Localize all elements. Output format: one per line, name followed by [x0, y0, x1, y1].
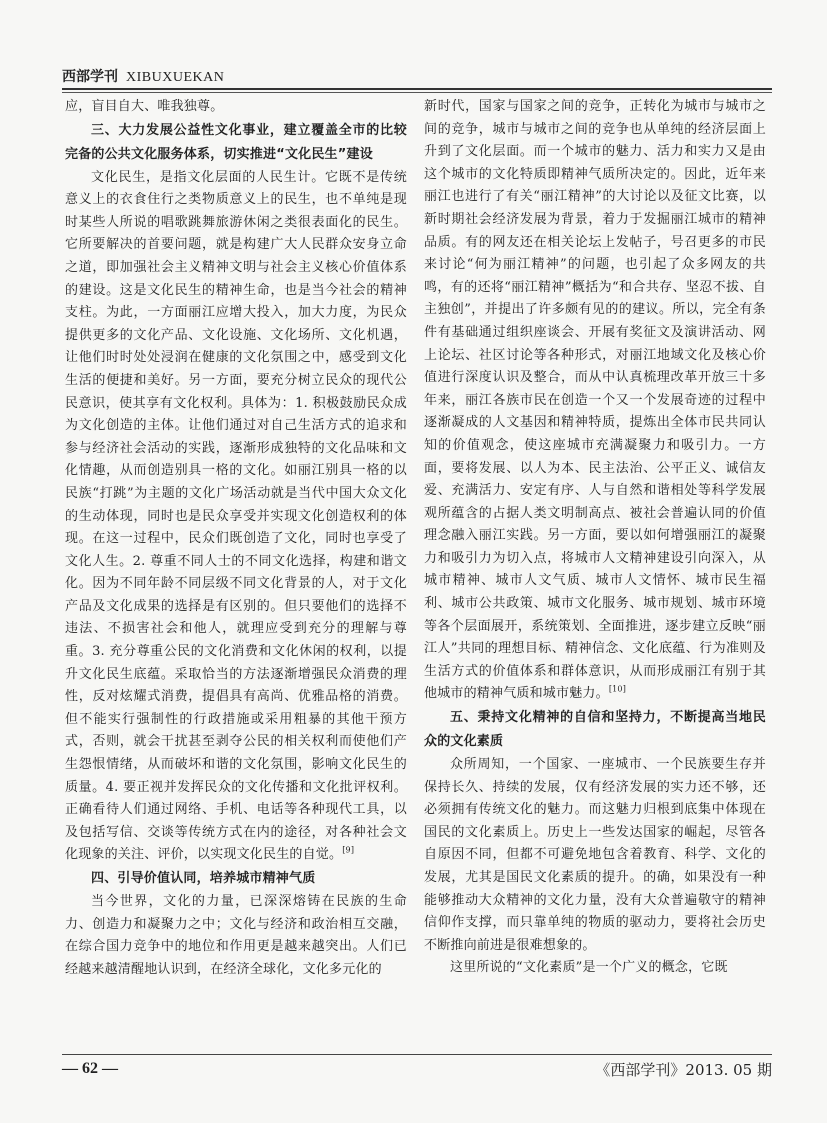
citation-ref: [9]	[342, 846, 355, 856]
paragraph-text: 新时代，国家与国家之间的竞争，正转化为城市与城市之间的竞争，城市与城市之间的竞争也从单纯的经济层面上升到了文化层面。而一个城市的魅力、活力和实力又是由这个城市的文化特质即精神气质所决定的。因此，近年来丽江也进行了有关“丽江精神”的大讨论以及征文比赛，以新时期社会经济发展为背景，着力于发掘丽江城市的精神品质。有的网友还在相关论坛上发帖子，号召更多的市民来讨论“何为丽江精神”的问题，也引起了众多网友的共鸣，有的还将“丽江精神”概括为“和合共存、坚忍不拔、自主独创”，并提出了许多颇有见的的建议。所以，完全有条件有基础通过组织座谈会、开展有奖征文及演讲活动、网上论坛、社区讨论等各种形式，对丽江地域文化及核心价值进行深度认识及整合，而从中认真梳理改革开放三十多年来，丽江各族市民在创造一个又一个发展奇迹的过程中逐渐凝成的人文基因和精神特质，提炼出全体市民共同认知的价值观念，使这座城市充满凝聚力和吸引力。一方面，要将发展、以人为本、民主法治、公平正义、诚信友爱、充满活力、安定有序、人与自然和谐相处等科学发展观所蕴含的占据人类文明制高点、被社会普遍认同的价值理念融入丽江实践。另一方面，要以如何增强丽江的凝聚力和吸引力为切入点，将城市人文精神建设引向深入，从城市精神、城市人文气质、城市人文情怀、城市民生福利、城市公共政策、城市文化服务、城市规划、城市环境等各个层面展开，系统策划、全面推进，逐步建立反映“丽江人”共同的理想目标、精神信念、文化底蕴、行为准则及生活方式的价值体系和群体意识，从而形成丽江有别于其他城市的精神气质和城市魅力。	[424, 99, 766, 702]
section-heading-3: 三、大力发展公益性文化事业，建立覆盖全市的比较完备的公共文化服务体系，切实推进“文化民生”建设	[65, 122, 407, 162]
paragraph: 当今世界，文化的力量，已深深熔铸在民族的生命力、创造力和凝聚力之中；文化与经济和政治相互交融，在综合国力竞争中的地位和作用更是越来越突出。人们已经越来越清醒地认识到，在经济全球化，文化多元化的	[65, 894, 407, 977]
footer-rule	[62, 1054, 772, 1055]
paragraph: 应，盲目自大、唯我独尊。	[65, 99, 224, 114]
header-rule-thin	[62, 92, 772, 93]
journal-pinyin: XIBUXUEKAN	[126, 70, 225, 85]
citation-ref: [10]	[608, 685, 627, 695]
paragraph: 众所周知，一个国家、一座城市、一个民族要生存并保持长久、持续的发展，仅有经济发展的实力还不够，还必须拥有传统文化的魅力。而这魅力归根到底集中体现在国民的文化素质上。历史上一些发达国家的崛起，尽管各自原因不同，但都不可避免地包含着教育、科学、文化的发展，尤其是国民文化素质的提升。的确，如果没有一种能够推动大众精神的文化力量，没有大众普遍敬守的精神信仰作支撑，而只靠单纯的物质的驱动力，要将社会历史不断推向前进是很难想象的。	[424, 757, 766, 953]
section-heading-5: 五、秉持文化精神的自信和坚持力，不断提高当地民众的文化素质	[424, 710, 766, 750]
right-column	[424, 96, 766, 980]
header-rule	[62, 88, 772, 90]
paragraph: 这里所说的“文化素质”是一个广义的概念，它既	[450, 960, 728, 976]
left-column	[65, 96, 407, 981]
running-header	[62, 62, 772, 86]
issue-label: 《西部学刊》2013. 05 期	[595, 1060, 772, 1079]
journal-title: 西部学刊	[62, 69, 118, 85]
section-heading-4: 四、引导价值认同，培养城市精神气质	[91, 871, 316, 886]
running-footer	[62, 1056, 772, 1082]
paragraph	[424, 96, 766, 706]
page-number: — 62 —	[62, 1060, 118, 1077]
paragraph-text: 文化民生，是指文化层面的人民生计。它既不是传统意义上的衣食住行之类物质意义上的民生，也不单纯是现时某些人所说的唱歌跳舞旅游休闲之类很表面化的民生。它所要解决的首要问题，就是构建广大人民群众安身立命之道，即加强社会主义精神文明与社会主义核心价值体系的建设。这是文化民生的精神生命，也是当今社会的精神支柱。为此，一方面丽江应增大投入，加大力度，为民众提供更多的文化产品、文化设施、文化场所、文化机遇，让他们时时处处浸润在健康的文化氛围之中，感受到文化生活的便捷和美好。另一方面，要充分树立民众的现代公民意识，使其享有文化权利。具体为：1. 积极鼓励民众成为文化创造的主体。让他们通过对自己生活方式的追求和参与经济社会活动的实践，逐渐形成独特的文化品味和文化情趣，从而创造别具一格的文化。如丽江别具一格的以民族“打跳”为主题的文化广场活动就是当代中国大众文化的生动体现，同时也是民众享受并实现文化创造权利的体现。在这一过程中，民众们既创造了文化，同时也享受了文化人生。2. 尊重不同人士的不同文化选择，构建和谐文化。因为不同年龄不同层级不同文化背景的人，对于文化产品及文化成果的选择是有区别的。但只要他们的选择不违法、不损害社会和他人，就理应受到充分的理解与尊重。3. 充分尊重公民的文化消费和文化休闲的权利，以提升文化民生底蕴。采取恰当的方法逐渐增强民众消费的理性，反对炫耀式消费，提倡具有高尚、优雅品格的消费。但不能实行强制性的行政措施或采用粗暴的其他干预方式，否则，就会干扰甚至剥夺公民的相关权利而使他们产生怨恨情绪，从而破坏和谐的文化氛围，影响文化民生的质量。4. 要正视并发挥民众的文化传播和文化批评权利。正确看待人们通过网络、手机、电话等各种现代工具，以及包括写信、交谈等传统方式在内的途径，对各种社会文化现象的关注、评价，以实现文化民生的自觉。	[65, 169, 407, 863]
paragraph	[65, 167, 407, 867]
